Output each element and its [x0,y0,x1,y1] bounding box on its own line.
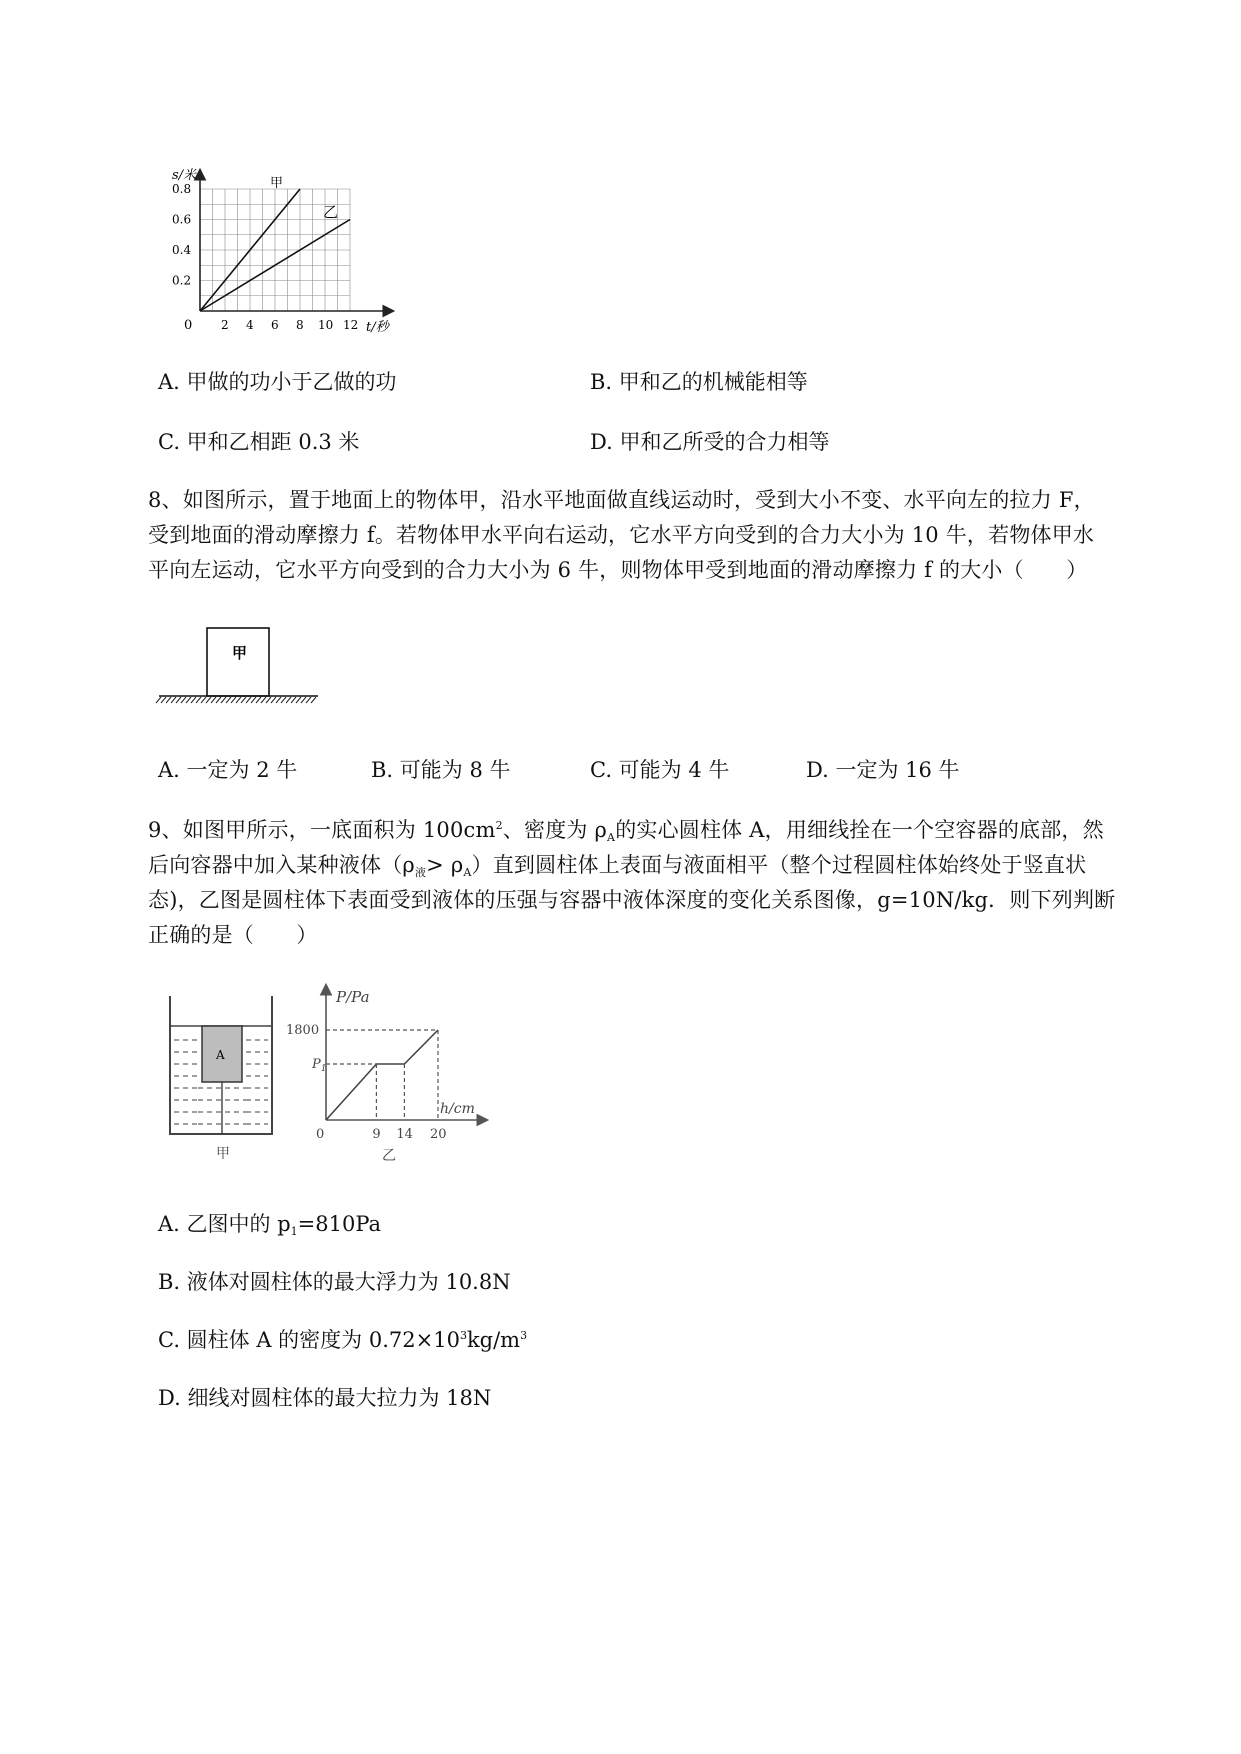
q9-y-tick-p1: $P_1$ [312,1057,327,1074]
q8-hatch-mark [286,697,291,703]
q8-hatch-mark [156,697,161,703]
q9-x-tick-label: 9 [372,1127,381,1142]
q9-x-tick-label: 20 [430,1127,447,1142]
q9-option-a-post: =810Pa [297,1212,382,1236]
q7-x-tick-label: 12 [343,318,359,332]
q7-y-axis-label: s/米 [172,168,197,183]
q7-x-tick-label: 2 [221,318,229,332]
q9-x-tick-label: 14 [396,1127,413,1142]
q9-line2-part-c: ）直到圆柱体上表面与液面相平（整个过程圆柱体始终处于竖直状 [471,853,1087,877]
q8-hatch-mark [291,697,296,703]
q9-option-c-mid: kg/m [466,1328,521,1352]
q8-block-jia [207,628,269,696]
q9-line1-part-a: 9、如图甲所示，一底面积为 100cm [148,818,496,842]
q9-line1-part-b: 、密度为 ρ [502,818,608,842]
q8-option-b[interactable]: B. 可能为 8 牛 [371,758,511,782]
q9-option-c-sup2: 3 [520,1329,528,1342]
q7-distance-time-graph [170,165,430,340]
q8-option-a[interactable]: A. 一定为 2 牛 [158,758,298,782]
q8-hatch-mark [216,697,221,703]
q7-option-d[interactable]: D. 甲和乙所受的合力相等 [590,430,830,454]
q7-line-yi-label: 乙 [323,203,339,221]
q8-hatch-mark [161,697,166,703]
q8-hatch-mark [241,697,246,703]
q7-y-tick-label: 0.6 [172,212,192,227]
q9-fig-jia-caption: 甲 [216,1146,230,1162]
q7-x-tick-label: 8 [296,318,304,332]
q8-hatch-mark [261,697,266,703]
q7-x-axis-label: t/秒 [366,320,389,335]
q8-text-line-2: 受到地面的滑动摩擦力 f。若物体甲水平向右运动，它水平方向受到的合力大小为 10 牛，若物体甲水 [148,523,1095,547]
q8-block-label: 甲 [232,644,248,662]
q8-hatch-mark [266,697,271,703]
q8-hatch-mark [256,697,261,703]
q7-option-c[interactable]: C. 甲和乙相距 0.3 米 [158,430,360,454]
q9-pressure-curve [326,1030,438,1120]
q9-text-line-2 [148,849,1086,879]
q8-ground-hatching [156,697,316,703]
q7-option-a[interactable]: A. 甲做的功小于乙做的功 [158,370,397,394]
q9-h-axis-label: h/cm [440,1101,475,1117]
q9-option-d[interactable]: D. 细线对圆柱体的最大拉力为 18N [158,1386,492,1410]
q8-hatch-mark [271,697,276,703]
q8-hatch-mark [246,697,251,703]
q7-origin-label: 0 [184,318,193,333]
q8-hatch-mark [236,697,241,703]
q8-hatch-mark [186,697,191,703]
q9-line1-subscript: A [607,831,616,844]
q9-option-a-sub: 1 [290,1225,298,1238]
q8-hatch-mark [251,697,256,703]
q8-hatch-mark [296,697,301,703]
q8-hatch-mark [201,697,206,703]
q9-line1-part-c: 的实心圆柱体 A，用细线拴在一个空容器的底部，然 [615,818,1104,842]
q8-hatch-mark [196,697,201,703]
q9-container-figure [160,990,290,1170]
q8-hatch-mark [281,697,286,703]
q9-line2-subscript-liquid: 液 [414,866,427,879]
q9-cylinder-label: A [216,1048,225,1062]
q9-fig-yi-caption: 乙 [382,1148,396,1164]
q9-origin-label: 0 [316,1127,325,1142]
q8-block-on-ground-figure [155,620,325,712]
q8-text-line-1: 8、如图所示，置于地面上的物体甲，沿水平地面做直线运动时，受到大小不变、水平向左的拉力 F， [148,488,1095,512]
q8-hatch-mark [311,697,316,703]
q8-hatch-mark [176,697,181,703]
q8-option-d[interactable]: D. 一定为 16 牛 [806,758,960,782]
q7-x-tick-label: 10 [318,318,334,332]
q9-option-a-pre: A. 乙图中的 p [158,1212,291,1236]
q8-hatch-mark [306,697,311,703]
q9-line2-subscript-a: A [463,866,472,879]
q9-text-line-4: 正确的是（ ） [148,923,318,947]
q9-option-c-pre: C. 圆柱体 A 的密度为 0.72×10 [158,1328,460,1352]
q9-x-tick-labels [372,1127,446,1142]
q7-x-tick-label: 4 [246,318,254,332]
q7-y-tick-label: 0.4 [172,243,192,257]
q9-line1-superscript: 2 [495,819,503,832]
q7-option-b[interactable]: B. 甲和乙的机械能相等 [590,370,808,394]
q7-line-jia-label: 甲 [270,176,284,191]
q8-hatch-mark [166,697,171,703]
q8-hatch-mark [226,697,231,703]
q9-y-tick-1800: 1800 [286,1023,320,1038]
q7-y-tick-label: 0.8 [172,182,192,196]
q8-hatch-mark [221,697,226,703]
q7-y-tick-label: 0.2 [172,273,192,288]
q9-text-line-1 [148,814,1104,844]
q7-x-tick-label: 6 [271,318,279,332]
q8-option-c[interactable]: C. 可能为 4 牛 [590,758,730,782]
q8-text-line-3: 平向左运动，它水平方向受到的合力大小为 6 牛，则物体甲受到地面的滑动摩擦力 f 的大小（ ） [148,558,1088,582]
q9-text-line-3: 态)，乙图是圆柱体下表面受到液体的压强与容器中液体深度的变化关系图像，g=10N/kg．则下列判断 [148,888,1116,912]
q9-line2-part-b: > ρ [426,853,464,877]
q8-hatch-mark [206,697,211,703]
q8-hatch-mark [181,697,186,703]
q8-hatch-mark [191,697,196,703]
q9-pressure-depth-graph [282,980,492,1170]
q9-p-axis-label: P/Pa [336,988,370,1006]
q9-line2-part-a: 后向容器中加入某种液体（ρ [148,853,415,877]
q9-option-a[interactable] [158,1208,381,1238]
q9-option-b[interactable]: B. 液体对圆柱体的最大浮力为 10.8N [158,1270,511,1294]
q8-hatch-mark [276,697,281,703]
q8-hatch-mark [231,697,236,703]
q8-hatch-mark [171,697,176,703]
q8-hatch-mark [301,697,306,703]
q9-option-c[interactable] [158,1324,527,1354]
q9-graph-lines [326,1030,438,1120]
q8-hatch-mark [211,697,216,703]
q9-option-c-sup: 3 [459,1329,467,1342]
